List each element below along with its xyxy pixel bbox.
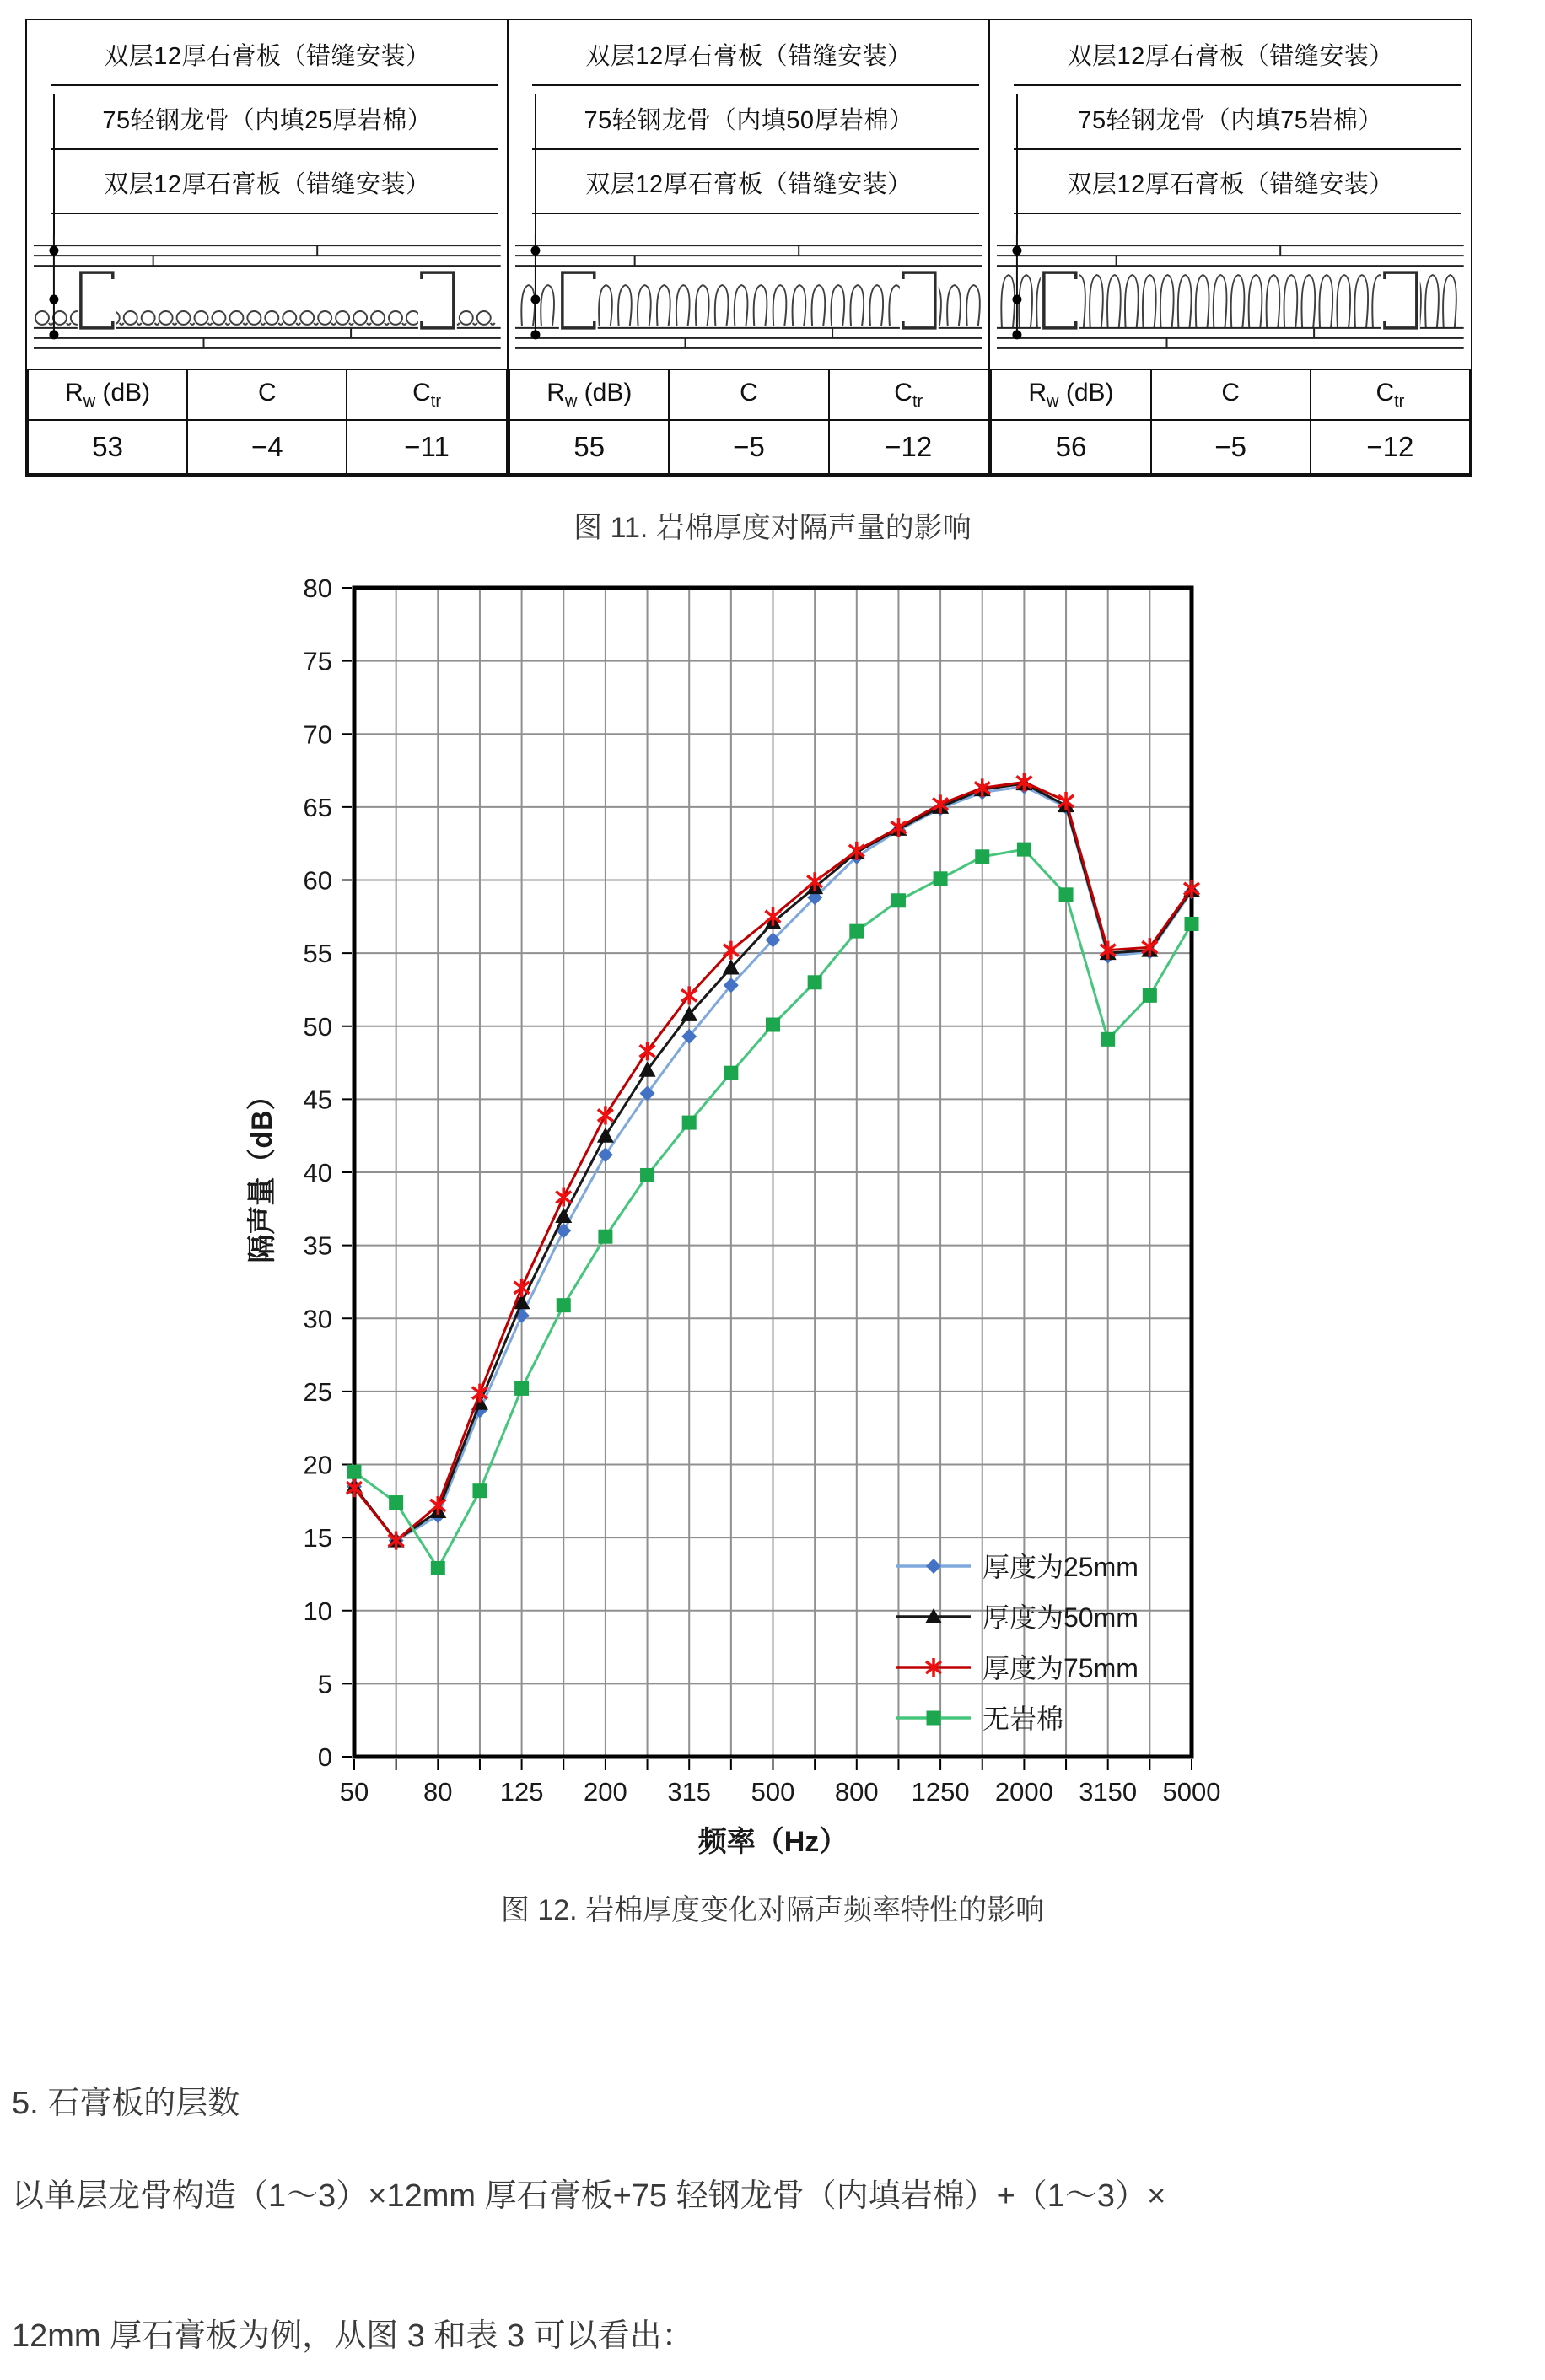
wall-layer-label: 双层12厚石膏板（错缝安装） — [990, 150, 1471, 214]
svg-text:20: 20 — [303, 1450, 332, 1480]
legend-label: 厚度为25mm — [982, 1552, 1139, 1582]
wall-layer-label: 75轻钢龙骨（内填75岩棉） — [990, 86, 1471, 150]
layer-label-rows — [509, 20, 989, 214]
ctr-header: $C_{tr}$ — [1311, 369, 1470, 420]
wall-layer-label: 75轻钢龙骨（内填50厚岩棉） — [509, 86, 989, 150]
figure12-caption: 图 12. 岩棉厚度变化对隔声频率特性的影响 — [500, 1894, 1045, 1926]
layer-leader-line — [535, 94, 536, 235]
svg-text:10: 10 — [303, 1596, 332, 1626]
svg-text:45: 45 — [303, 1085, 332, 1115]
svg-text:40: 40 — [303, 1158, 332, 1187]
svg-text:60: 60 — [303, 865, 332, 896]
ctr-header: $C_{tr}$ — [347, 369, 506, 420]
svg-text:35: 35 — [303, 1230, 332, 1261]
svg-text:200: 200 — [584, 1777, 627, 1807]
legend-label: 厚度为50mm — [982, 1602, 1139, 1633]
acoustic-results-table — [509, 369, 989, 475]
svg-text:30: 30 — [303, 1304, 332, 1334]
wall-panel-75mm — [988, 19, 1472, 477]
wall-layer-label: 双层12厚石膏板（错缝安装） — [27, 150, 508, 214]
wall-layer-label: 双层12厚石膏板（错缝安装） — [509, 150, 989, 214]
rw-header: $R_w$ (dB) — [509, 369, 669, 420]
svg-text:65: 65 — [303, 792, 332, 822]
ctr-header: $C_{tr}$ — [829, 369, 988, 420]
figure11-caption: 图 11. 岩棉厚度对隔声量的影响 — [573, 512, 972, 544]
ctr-value: −12 — [829, 420, 988, 474]
legend-label: 无岩棉 — [982, 1704, 1064, 1734]
section-paragraph-line2: 12mm 厚石膏板为例，从图 3 和表 3 可以看出： — [12, 2318, 694, 2354]
rw-value: 53 — [28, 420, 187, 474]
wall-section-drawing — [27, 234, 508, 369]
svg-text:75: 75 — [303, 646, 332, 676]
layer-label-rows — [27, 20, 508, 214]
svg-text:50: 50 — [303, 1011, 332, 1042]
svg-text:315: 315 — [667, 1777, 712, 1807]
svg-text:隔声量（dB）: 隔声量（dB） — [246, 1081, 278, 1263]
svg-text:80: 80 — [423, 1777, 453, 1807]
c-header: C — [187, 369, 347, 420]
rw-header: $R_w$ (dB) — [991, 369, 1150, 420]
svg-text:1250: 1250 — [911, 1777, 970, 1807]
layer-leader-line — [53, 94, 55, 235]
rw-header: $R_w$ (dB) — [28, 369, 187, 420]
c-header: C — [1151, 369, 1311, 420]
svg-text:50: 50 — [339, 1777, 369, 1807]
svg-text:5: 5 — [317, 1669, 332, 1699]
legend-label: 厚度为75mm — [982, 1653, 1139, 1683]
section-paragraph-line1: 以单层龙骨构造（1～3）×12mm 厚石膏板+75 轻钢龙骨（内填岩棉）+（1～3）× — [12, 2178, 1166, 2214]
c-header: C — [669, 369, 828, 420]
acoustic-results-table — [990, 369, 1471, 475]
ctr-value: −12 — [1311, 420, 1470, 474]
svg-text:0: 0 — [317, 1742, 332, 1772]
wall-layer-label: 双层12厚石膏板（错缝安装） — [27, 22, 508, 86]
svg-text:15: 15 — [303, 1523, 332, 1553]
svg-text:5000: 5000 — [1162, 1777, 1221, 1807]
svg-text:80: 80 — [303, 573, 332, 603]
c-value: −5 — [669, 420, 828, 474]
c-value: −4 — [187, 420, 347, 474]
svg-text:55: 55 — [303, 939, 332, 969]
wall-layer-label: 双层12厚石膏板（错缝安装） — [509, 22, 989, 86]
svg-text:3150: 3150 — [1079, 1777, 1138, 1807]
svg-text:频率（Hz）: 频率（Hz） — [697, 1826, 848, 1858]
wall-layer-label: 双层12厚石膏板（错缝安装） — [990, 22, 1471, 86]
svg-text:800: 800 — [834, 1777, 879, 1807]
rw-value: 55 — [509, 420, 669, 474]
c-value: −5 — [1151, 420, 1311, 474]
svg-text:500: 500 — [751, 1777, 795, 1807]
svg-text:125: 125 — [499, 1777, 544, 1807]
wall-layer-label: 75轻钢龙骨（内填25厚岩棉） — [27, 86, 508, 150]
wall-panel-25mm — [25, 19, 509, 477]
wall-section-drawing — [509, 234, 989, 369]
wall-section-drawing — [990, 234, 1471, 369]
sound-insulation-line-chart — [0, 540, 1545, 1872]
ctr-value: −11 — [347, 420, 506, 474]
svg-text:25: 25 — [303, 1376, 332, 1407]
acoustic-results-table — [27, 369, 508, 475]
layer-leader-line — [1016, 94, 1018, 235]
layer-label-rows — [990, 20, 1471, 214]
section-heading: 5. 石膏板的层数 — [12, 2086, 240, 2121]
svg-text:2000: 2000 — [994, 1777, 1053, 1807]
construction-comparison-table — [25, 19, 1472, 477]
rw-value: 56 — [991, 420, 1150, 474]
wall-panel-50mm — [507, 19, 991, 477]
svg-text:70: 70 — [303, 719, 332, 750]
